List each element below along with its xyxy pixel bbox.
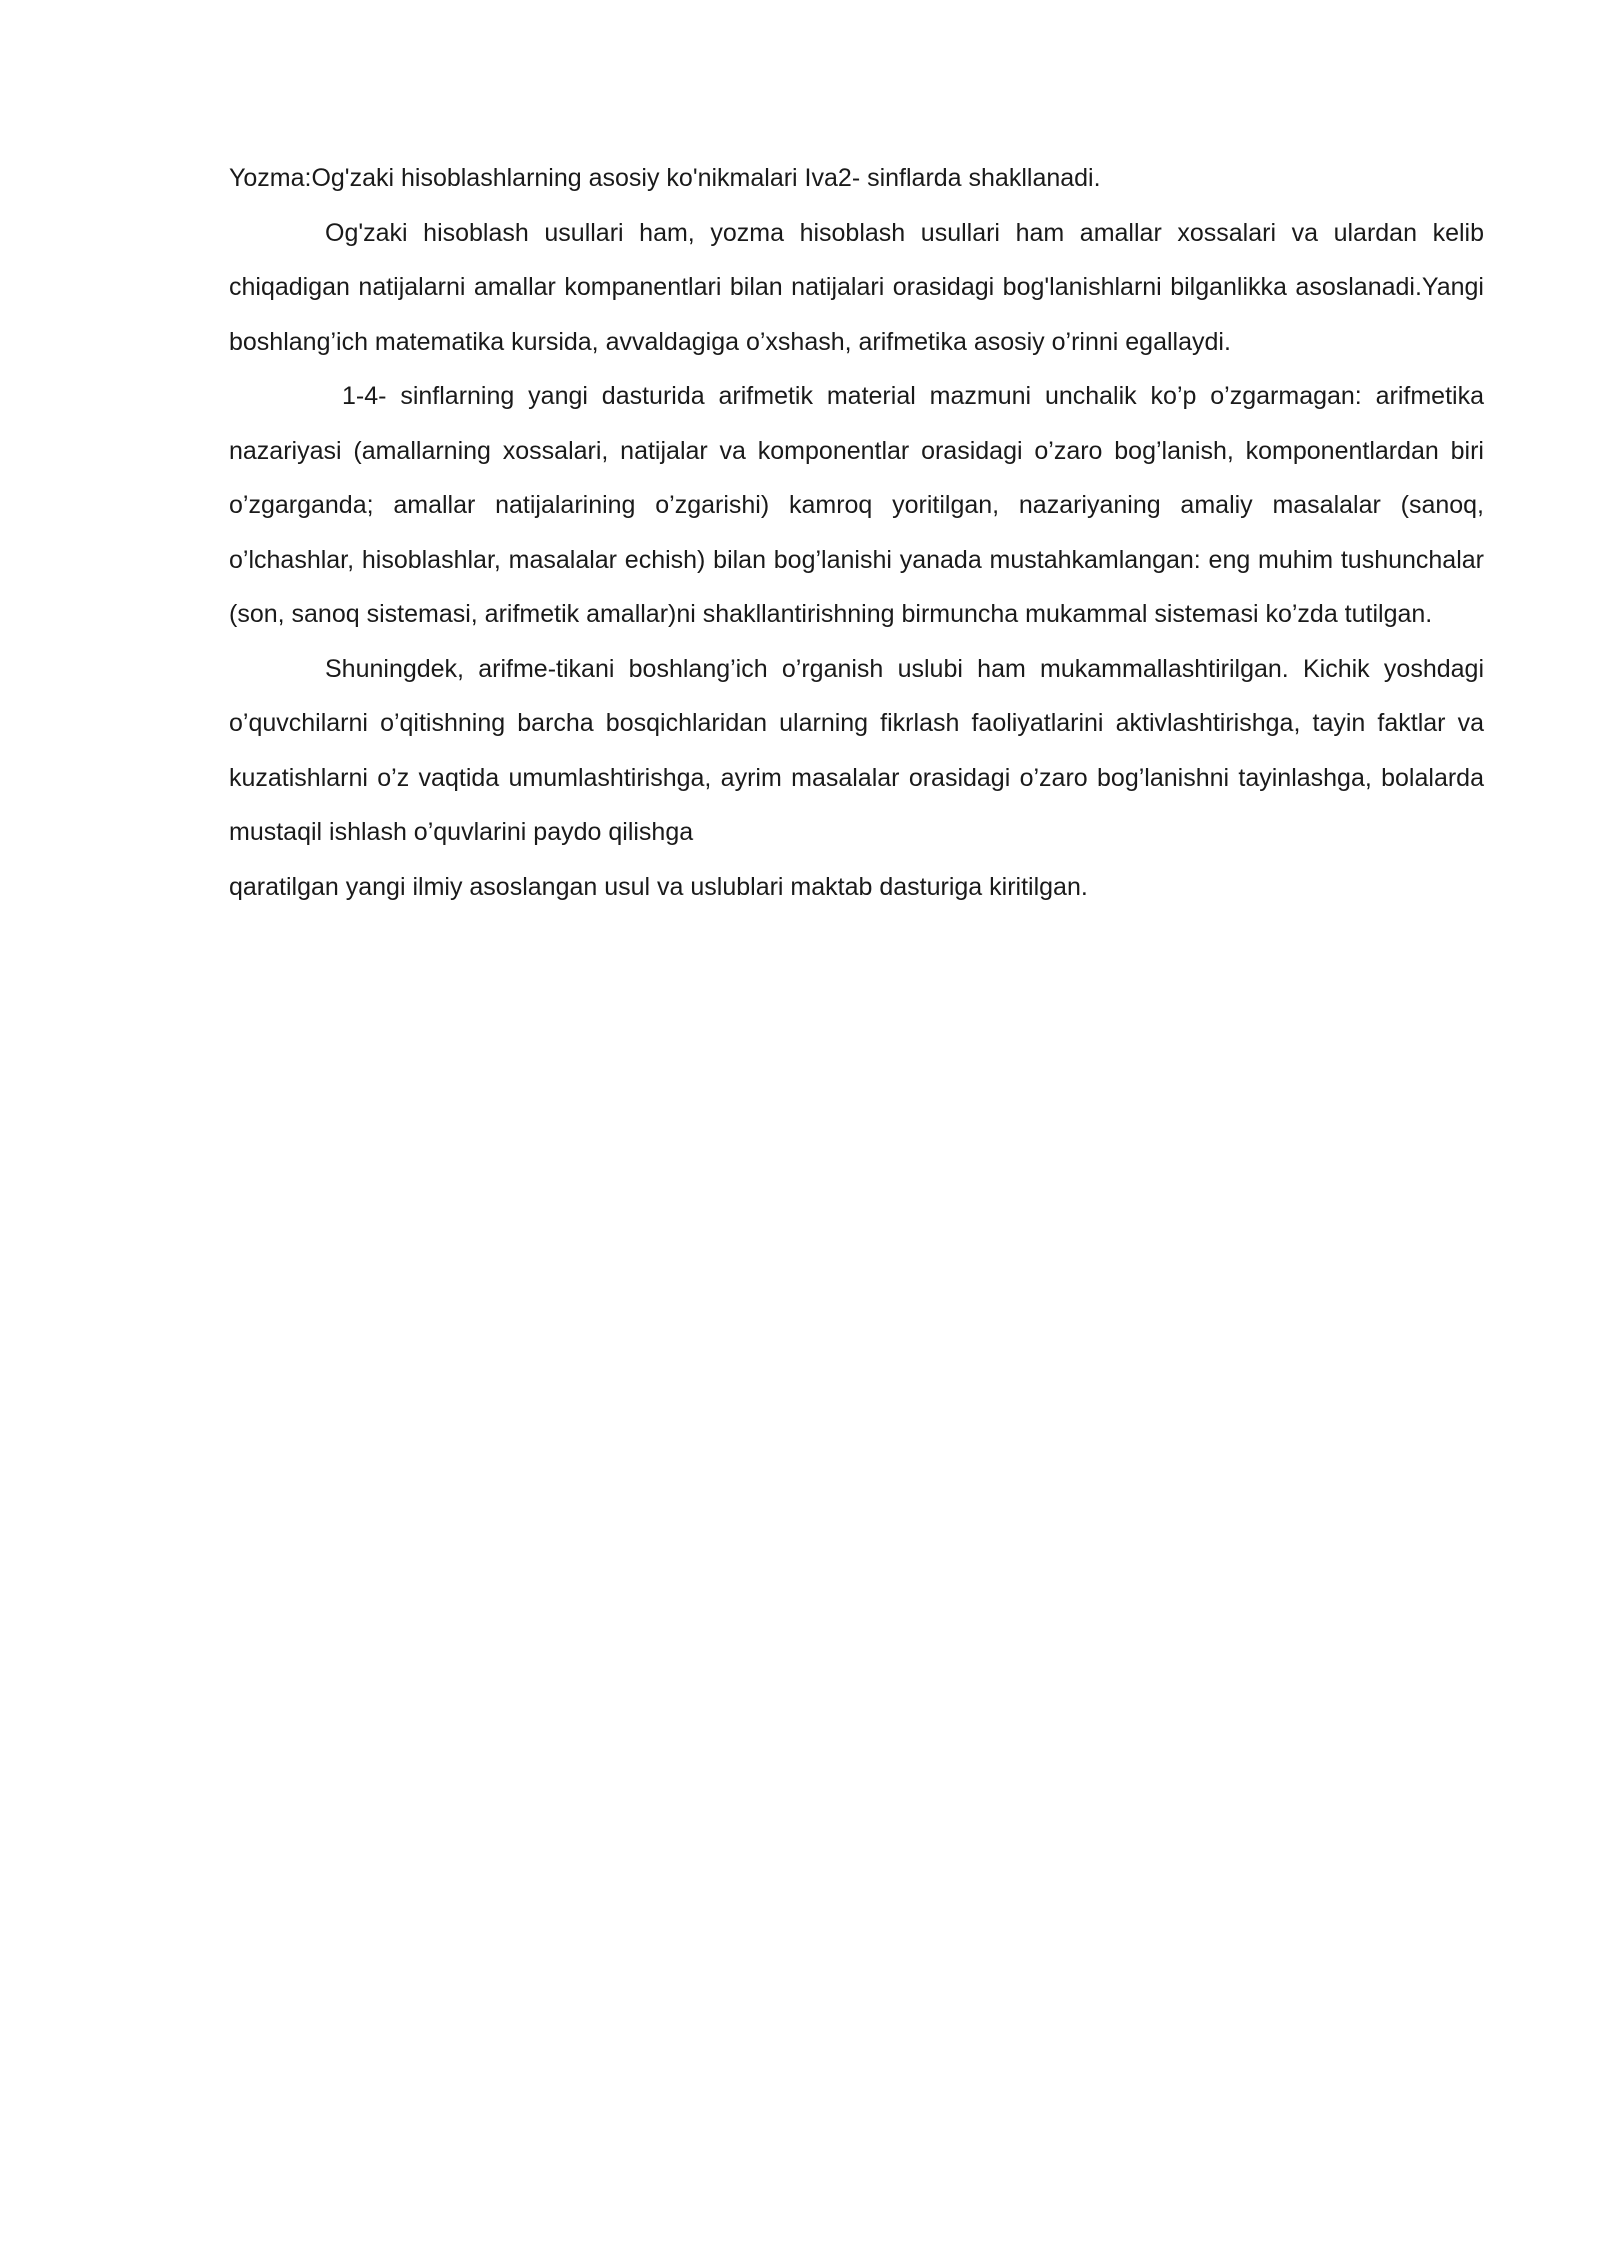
- paragraph-teaching-method: Shuningdek, arifme-tikani boshlang’ich o’rganish uslubi ham mukammallashtirilgan. Kichik yoshdagi o’quvchilarni o’qitishning barcha bosqichlaridan ularning fikrlash faoliyatlarini aktivlashtirishga, tayin faktlar va kuzatishlarni o’z vaqtida umumlashtirishga, ayrim masalalar orasidagi o’zaro bog’lanishni tayinlashga, bolalarda mustaqil ishlash o’quvlarini paydo qilishga: [229, 654, 1484, 846]
- paragraph-new-program: 1-4- sinflarning yangi dasturida arifmetik material mazmuni unchalik ko’p o’zgarmagan: arifmetika nazariyasi (amallarning xossalari, natijalar va komponentlar orasidagi o’zaro bog’lanish, komponentlardan biri o’zgarganda; amallar natijalarining o’zgarishi) kamroq yoritilgan, nazariyaning amaliy masalalar (sanoq, o’lchashlar, hisoblashlar, masalalar echish) bilan bog’lanishi yanada mustahkamlangan: eng muhim tushunchalar (son, sanoq sistemasi, arifmetik amallar)ni shakllantirishning birmuncha mukammal sistemasi ko’zda tutilgan.: [229, 382, 1484, 628]
- opening-line: Yozma:Og'zaki hisoblashlarning asosiy ko'nikmalari Iva2- sinflarda shakllanadi.: [229, 164, 1101, 192]
- document-body: [229, 151, 1484, 914]
- paragraph-oral-calculation: Og'zaki hisoblash usullari ham, yozma hisoblash usullari ham amallar xossalari va ulardan kelib chiqadigan natijalarni amallar kompanentlari bilan natijalari orasidagi bog'lanishlarni bilganlikka asoslanadi.Yangi boshlang’ich matematika kursida, avvaldagiga o’xshash, arifmetika asosiy o’rinni egallaydi.: [229, 218, 1484, 356]
- closing-line: qaratilgan yangi ilmiy asoslangan usul va uslublari maktab dasturiga kiritilgan.: [229, 872, 1088, 901]
